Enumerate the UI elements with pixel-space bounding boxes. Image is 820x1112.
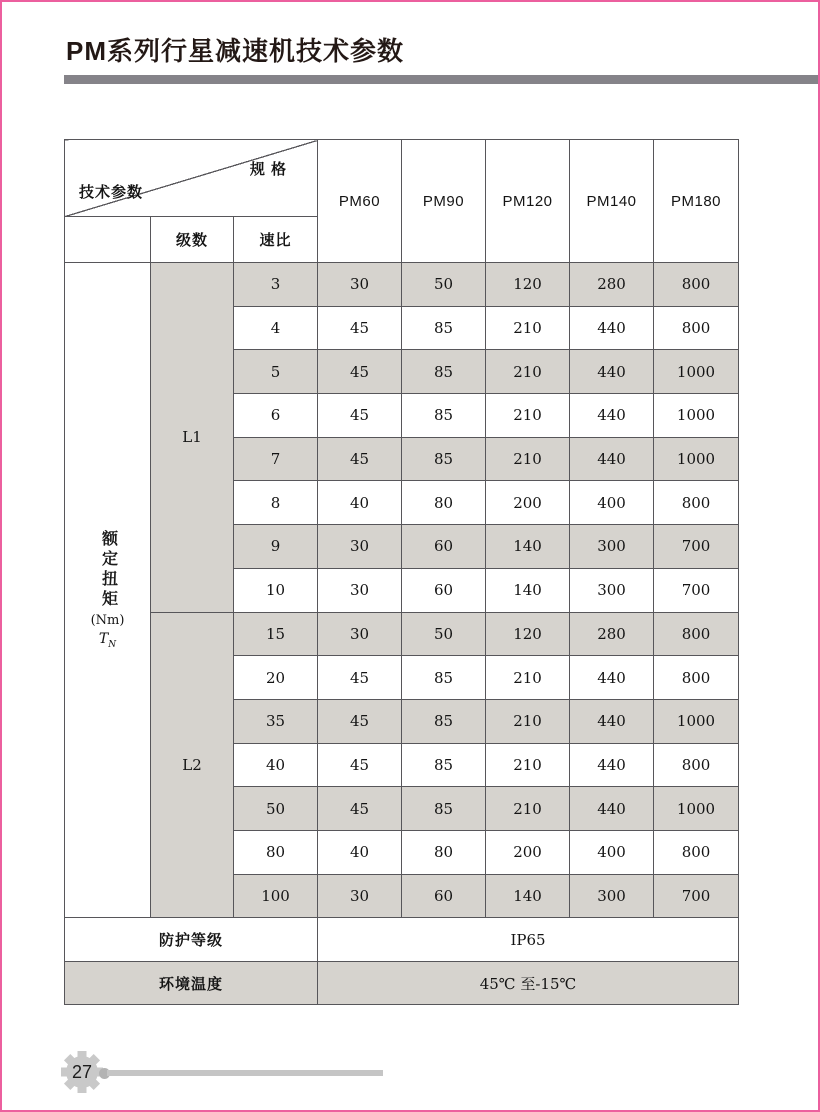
data-row	[65, 612, 739, 656]
value-cell: 200	[486, 830, 570, 874]
value-cell: 30	[318, 263, 402, 307]
value-cell: 700	[654, 525, 739, 569]
value-cell: 280	[570, 612, 654, 656]
value-cell: 45	[318, 787, 402, 831]
corner-spec-label: 规 格	[249, 161, 288, 178]
value-cell: 210	[486, 350, 570, 394]
value-cell: 210	[486, 787, 570, 831]
value-cell: 40	[318, 481, 402, 525]
value-cell: 800	[654, 481, 739, 525]
value-cell: 1000	[654, 394, 739, 438]
ambient-temp-row	[65, 962, 739, 1005]
value-cell: 210	[486, 699, 570, 743]
ambient-temp-value: 45℃ 至-15℃	[318, 962, 739, 1005]
gear-page-badge	[60, 1050, 104, 1094]
value-cell: 85	[402, 743, 486, 787]
value-cell: 210	[486, 306, 570, 350]
header-row-1	[65, 140, 739, 217]
ratio-cell: 10	[234, 568, 318, 612]
ratio-cell: 7	[234, 437, 318, 481]
ratio-cell: 35	[234, 699, 318, 743]
page-number: 27	[71, 1061, 93, 1082]
title-underline-bar	[64, 75, 818, 84]
value-cell: 1000	[654, 350, 739, 394]
protection-class-row	[65, 918, 739, 962]
ratio-cell: 15	[234, 612, 318, 656]
column-header-pm140: PM140	[570, 140, 654, 263]
column-header-pm120: PM120	[486, 140, 570, 263]
value-cell: 120	[486, 263, 570, 307]
spec-table	[64, 139, 739, 1005]
value-cell: 440	[570, 787, 654, 831]
value-cell: 45	[318, 699, 402, 743]
value-cell: 45	[318, 743, 402, 787]
page-title: PM系列行星减速机技术参数	[66, 36, 405, 66]
value-cell: 50	[402, 612, 486, 656]
value-cell: 440	[570, 743, 654, 787]
column-header-pm90: PM90	[402, 140, 486, 263]
value-cell: 440	[570, 394, 654, 438]
ratio-cell: 40	[234, 743, 318, 787]
value-cell: 30	[318, 874, 402, 918]
page-footer	[0, 1046, 820, 1098]
value-cell: 800	[654, 830, 739, 874]
value-cell: 85	[402, 306, 486, 350]
value-cell: 85	[402, 787, 486, 831]
value-cell: 45	[318, 656, 402, 700]
stage-group-l2-cell: L2	[151, 612, 234, 918]
value-cell: 210	[486, 437, 570, 481]
stage-group-l1-cell: L1	[151, 263, 234, 613]
value-cell: 440	[570, 306, 654, 350]
ratio-cell: 6	[234, 394, 318, 438]
value-cell: 85	[402, 699, 486, 743]
empty-header-cell	[65, 217, 151, 263]
ratio-cell: 20	[234, 656, 318, 700]
torque-unit: (Nm)	[90, 613, 125, 629]
value-cell: 85	[402, 394, 486, 438]
value-cell: 30	[318, 525, 402, 569]
value-cell: 700	[654, 874, 739, 918]
ambient-temp-label: 环境温度	[65, 962, 318, 1005]
value-cell: 440	[570, 437, 654, 481]
torque-axis-label-cell	[65, 263, 151, 918]
value-cell: 400	[570, 481, 654, 525]
value-cell: 140	[486, 525, 570, 569]
value-cell: 30	[318, 612, 402, 656]
value-cell: 80	[402, 481, 486, 525]
value-cell: 45	[318, 306, 402, 350]
value-cell: 85	[402, 350, 486, 394]
value-cell: 800	[654, 306, 739, 350]
ratio-cell: 8	[234, 481, 318, 525]
value-cell: 800	[654, 263, 739, 307]
value-cell: 400	[570, 830, 654, 874]
value-cell: 1000	[654, 787, 739, 831]
value-cell: 40	[318, 830, 402, 874]
value-cell: 700	[654, 568, 739, 612]
value-cell: 210	[486, 743, 570, 787]
value-cell: 80	[402, 830, 486, 874]
value-cell: 85	[402, 656, 486, 700]
value-cell: 140	[486, 568, 570, 612]
value-cell: 85	[402, 437, 486, 481]
value-cell: 210	[486, 394, 570, 438]
value-cell: 1000	[654, 699, 739, 743]
value-cell: 30	[318, 568, 402, 612]
value-cell: 60	[402, 874, 486, 918]
value-cell: 440	[570, 699, 654, 743]
value-cell: 210	[486, 656, 570, 700]
value-cell: 800	[654, 743, 739, 787]
torque-label-text: 额定扭矩	[99, 530, 117, 611]
value-cell: 280	[570, 263, 654, 307]
value-cell: 60	[402, 568, 486, 612]
value-cell: 45	[318, 437, 402, 481]
protection-class-label: 防护等级	[65, 918, 318, 962]
ratio-cell: 100	[234, 874, 318, 918]
value-cell: 45	[318, 394, 402, 438]
ratio-cell: 80	[234, 830, 318, 874]
diagonal-corner-cell	[65, 140, 318, 217]
value-cell: 300	[570, 568, 654, 612]
value-cell: 1000	[654, 437, 739, 481]
stage-header-cell: 级数	[151, 217, 234, 263]
value-cell: 440	[570, 656, 654, 700]
corner-param-label: 技术参数	[79, 184, 144, 201]
value-cell: 50	[402, 263, 486, 307]
ratio-cell: 3	[234, 263, 318, 307]
value-cell: 300	[570, 874, 654, 918]
value-cell: 60	[402, 525, 486, 569]
footer-rule-line	[107, 1070, 383, 1076]
torque-symbol: $T_N$	[98, 631, 117, 651]
protection-class-value: IP65	[318, 918, 739, 962]
value-cell: 300	[570, 525, 654, 569]
ratio-cell: 4	[234, 306, 318, 350]
ratio-header-cell: 速比	[234, 217, 318, 263]
value-cell: 800	[654, 656, 739, 700]
value-cell: 200	[486, 481, 570, 525]
value-cell: 120	[486, 612, 570, 656]
column-header-pm60: PM60	[318, 140, 402, 263]
value-cell: 140	[486, 874, 570, 918]
value-cell: 45	[318, 350, 402, 394]
value-cell: 800	[654, 612, 739, 656]
ratio-cell: 5	[234, 350, 318, 394]
ratio-cell: 50	[234, 787, 318, 831]
column-header-pm180: PM180	[654, 140, 739, 263]
ratio-cell: 9	[234, 525, 318, 569]
value-cell: 440	[570, 350, 654, 394]
data-row	[65, 263, 739, 307]
